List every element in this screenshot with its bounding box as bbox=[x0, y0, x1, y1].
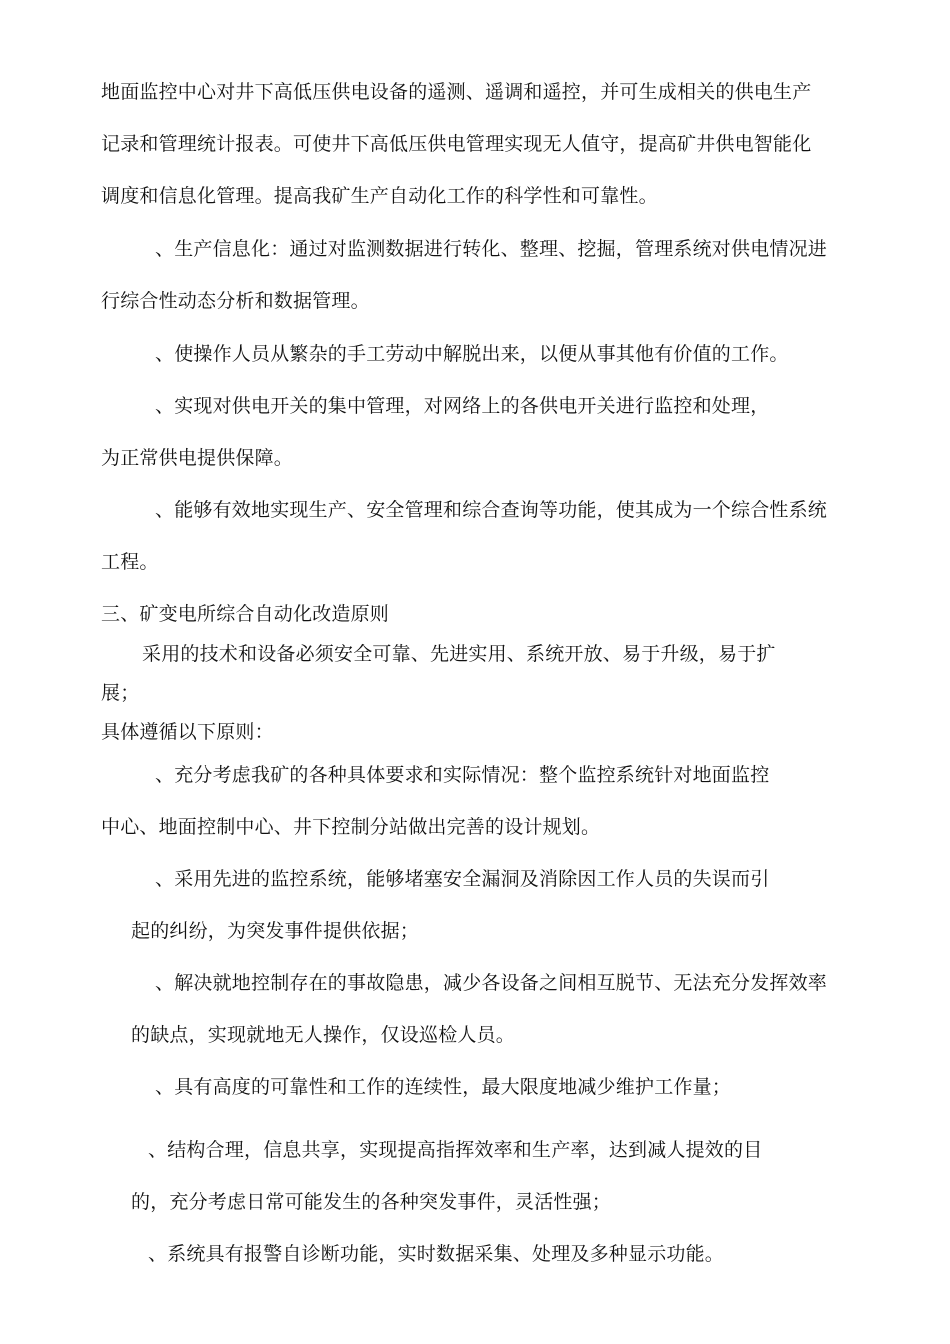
list-item-text: 、结构合理，信息共享，实现提高指挥效率和生产率，达到减人提效的目 bbox=[148, 1139, 763, 1161]
list-item-continuation: 工程。 bbox=[101, 551, 159, 573]
list-item-text: 、具有高度的可靠性和工作的连续性，最大限度地减少维护工作量； bbox=[155, 1076, 732, 1098]
list-item-continuation: 起的纠纷，为突发事件提供依据； bbox=[131, 920, 420, 942]
body-text-line: 采用的技术和设备必须安全可靠、先进实用、系统开放、易于升级，易于扩 bbox=[142, 643, 776, 665]
list-item-text: 、解决就地控制存在的事故隐患，减少各设备之间相互脱节、无法充分发挥效率 bbox=[155, 972, 828, 994]
list-item-text: 、生产信息化：通过对监测数据进行转化、整理、挖掘，管理系统对供电情况进 bbox=[155, 238, 828, 260]
list-item-continuation: 中心、地面控制中心、井下控制分站做出完善的设计规划。 bbox=[101, 816, 601, 838]
list-item-continuation: 为正常供电提供保障。 bbox=[101, 447, 294, 469]
list-item-continuation: 行综合性动态分析和数据管理。 bbox=[101, 290, 370, 312]
body-text-line: 展； bbox=[101, 682, 140, 704]
list-item-text: 、能够有效地实现生产、安全管理和综合查询等功能，使其成为一个综合性系统 bbox=[155, 499, 828, 521]
list-item-text: 、使操作人员从繁杂的手工劳动中解脱出来，以便从事其他有价值的工作。 bbox=[155, 343, 789, 365]
list-item-text: 、系统具有报警自诊断功能，实时数据采集、处理及多种显示功能。 bbox=[148, 1243, 725, 1265]
section-heading: 三、矿变电所综合自动化改造原则 bbox=[101, 603, 390, 625]
body-text-line: 具体遵循以下原则： bbox=[101, 721, 274, 743]
body-text-line: 调度和信息化管理。提高我矿生产自动化工作的科学性和可靠性。 bbox=[101, 185, 658, 207]
list-item-text: 、充分考虑我矿的各种具体要求和实际情况：整个监控系统针对地面监控 bbox=[155, 764, 770, 786]
list-item-continuation: 的缺点，实现就地无人操作，仅设巡检人员。 bbox=[131, 1024, 516, 1046]
list-item-continuation: 的，充分考虑日常可能发生的各种突发事件，灵活性强； bbox=[131, 1191, 612, 1213]
body-text-line: 记录和管理统计报表。可使井下高低压供电管理实现无人值守，提高矿井供电智能化 bbox=[101, 133, 812, 155]
body-text-line: 地面监控中心对井下高低压供电设备的遥测、遥调和遥控，并可生成相关的供电生产 bbox=[101, 81, 812, 103]
list-item-text: 、采用先进的监控系统，能够堵塞安全漏洞及消除因工作人员的失误而引 bbox=[155, 868, 770, 890]
list-item-text: 、实现对供电开关的集中管理，对网络上的各供电开关进行监控和处理， bbox=[155, 395, 770, 417]
